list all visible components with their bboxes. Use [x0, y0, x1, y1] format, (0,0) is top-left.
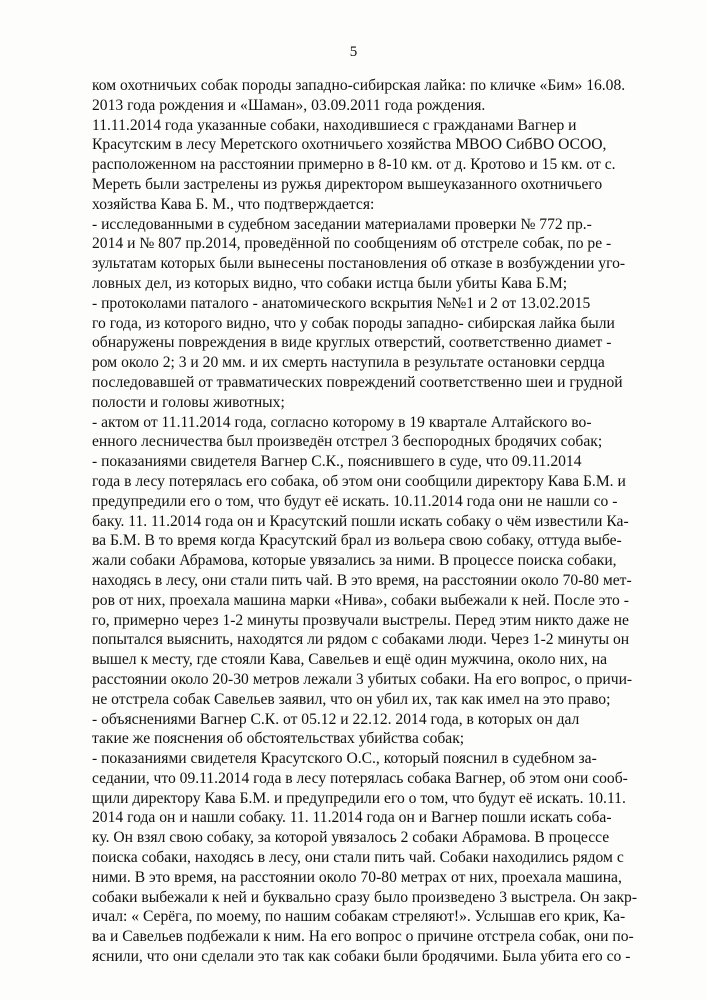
text-line: седании, что 09.11.2014 года в лесу потерялась собака Вагнер, об этом они сооб-: [92, 769, 628, 787]
text-line: расстоянии около 20-30 метров лежали 3 убитых собаки. На его вопрос, о причи-: [92, 670, 633, 688]
text-line: ловных дел, из которых видно, что собаки истца были убиты Кава Б.М;: [92, 274, 568, 292]
text-line: баку. 11. 11.2014 года он и Красутский пошли искать собаку о чём известили Ка-: [92, 512, 629, 530]
text-line: предупредили его о том, что будут её искать. 10.11.2014 года они не нашли со -: [92, 492, 618, 510]
text-line: такие же пояснения об обстоятельствах убийства собак;: [92, 730, 465, 748]
text-line: последовавшей от травматических повреждений соответственно шеи и грудной: [92, 373, 623, 391]
text-line: собаки выбежали к ней и буквально сразу было произведено 3 выстрела. Он закр-: [92, 888, 638, 906]
text-line: зультатам которых были вынесены постановления об отказе в возбуждении уго-: [92, 255, 626, 273]
text-line: поиска собаки, находясь в лесу, они стали пить чай. Собаки находились рядом с: [92, 849, 624, 867]
text-line: - объяснениями Вагнер С.К. от 05.12 и 22.12. 2014 года, в которых он дал: [92, 710, 580, 728]
text-line: ров от них, проехала машина марки «Нива», собаки выбежали к ней. После это -: [92, 591, 629, 609]
text-line: - показаниями свидетеля Красутского О.С., который пояснил в судебном за-: [92, 750, 597, 768]
text-line: не отстрела собак Савельев заявил, что он убил их, так как имел на это право;: [92, 690, 611, 708]
text-line: расположенном на расстоянии примерно в 8-10 км. от д. Кротово и 15 км. от с.: [92, 156, 616, 174]
text-line: хозяйства Кава Б. М., что подтверждается:: [92, 195, 375, 213]
text-line: ва Б.М. В то время когда Красутский брал из вольера свою собаку, оттуда выбе-: [92, 532, 622, 550]
text-line: вышел к месту, где стояли Кава, Савельев и ещё один мужчина, около них, на: [92, 651, 608, 669]
text-line: 11.11.2014 года указанные собаки, находившиеся с гражданами Вагнер и: [92, 116, 577, 134]
text-line: попытался выяснить, находятся ли рядом с собаками люди. Через 1-2 минуты он: [92, 631, 630, 649]
document-body: [92, 76, 663, 967]
text-line: ром около 2; 3 и 20 мм. и их смерть наступила в результате остановки сердца: [92, 354, 605, 372]
text-line: 2014 и № 807 пр.2014, проведённой по сообщениям об отстреле собак, по ре -: [92, 235, 612, 253]
text-line: енного лесничества был произведён отстрел 3 беспородных бродячих собак;: [92, 433, 603, 451]
text-line: го, примерно через 1-2 минуты прозвучали выстрелы. Перед этим никто даже не: [92, 611, 629, 629]
text-line: жали собаки Абрамова, которые увязались за ними. В процессе поиска собаки,: [92, 552, 617, 570]
text-line: года в лесу потерялась его собака, об этом они сообщили директору Кава Б.М. и: [92, 472, 626, 490]
text-line: ком охотничьих собак породы западно-сибирская лайка: по кличке «Бим» 16.08.: [92, 77, 626, 94]
text-line: обнаружены повреждения в виде круглых отверстий, соответственно диамет -: [92, 334, 612, 352]
text-line: го года, из которого видно, что у собак породы западно- сибирская лайка были: [92, 314, 615, 332]
page-number: 5: [349, 44, 358, 60]
text-line: полости и головы животных;: [92, 393, 285, 411]
text-line: яснили, что они сделали это так как собаки были бродячими. Была убита его со -: [92, 948, 631, 966]
text-line: - актом от 11.11.2014 года, согласно которому в 19 квартале Алтайского во-: [92, 413, 592, 431]
text-line: находясь в лесу, они стали пить чай. В это время, на расстоянии около 70-80 мет-: [92, 571, 632, 589]
text-line: ку. Он взял свою собаку, за которой увязалось 2 собаки Абрамова. В процессе: [92, 829, 610, 847]
text-line: ва и Савельев подбежали к ним. На его вопрос о причине отстрела собак, они по-: [92, 928, 634, 946]
text-line: щили директору Кава Б.М. и предупредили его о том, что будут её искать. 10.11.: [92, 789, 626, 807]
text-line: Мереть были застрелены из ружья директором вышеуказанного охотничьего: [92, 175, 603, 193]
text-line: 2014 года он и нашли собаку. 11. 11.2014 года он и Вагнер пошли искать соба-: [92, 809, 612, 827]
text-line: Красутским в лесу Меретского охотничьего хозяйства МВОО СибВО ОСОО,: [92, 136, 607, 154]
text-line: ичал: « Серёга, по моему, по нашим собакам стреляют!». Услышав его крик, Ка-: [92, 908, 626, 926]
text-line: - исследованными в судебном заседании материалами проверки № 772 пр.-: [92, 215, 592, 233]
text-line: ними. В это время, на расстоянии около 70-80 метрах от них, проехала машина,: [92, 868, 622, 886]
text-line: - протоколами паталого - анатомического вскрытия №№1 и 2 от 13.02.2015: [92, 294, 591, 312]
text-line: - показаниями свидетеля Вагнер С.К., пояснившего в суде, что 09.11.2014: [92, 453, 582, 471]
text-line: 2013 года рождения и «Шаман», 03.09.2011 года рождения.: [92, 96, 486, 114]
